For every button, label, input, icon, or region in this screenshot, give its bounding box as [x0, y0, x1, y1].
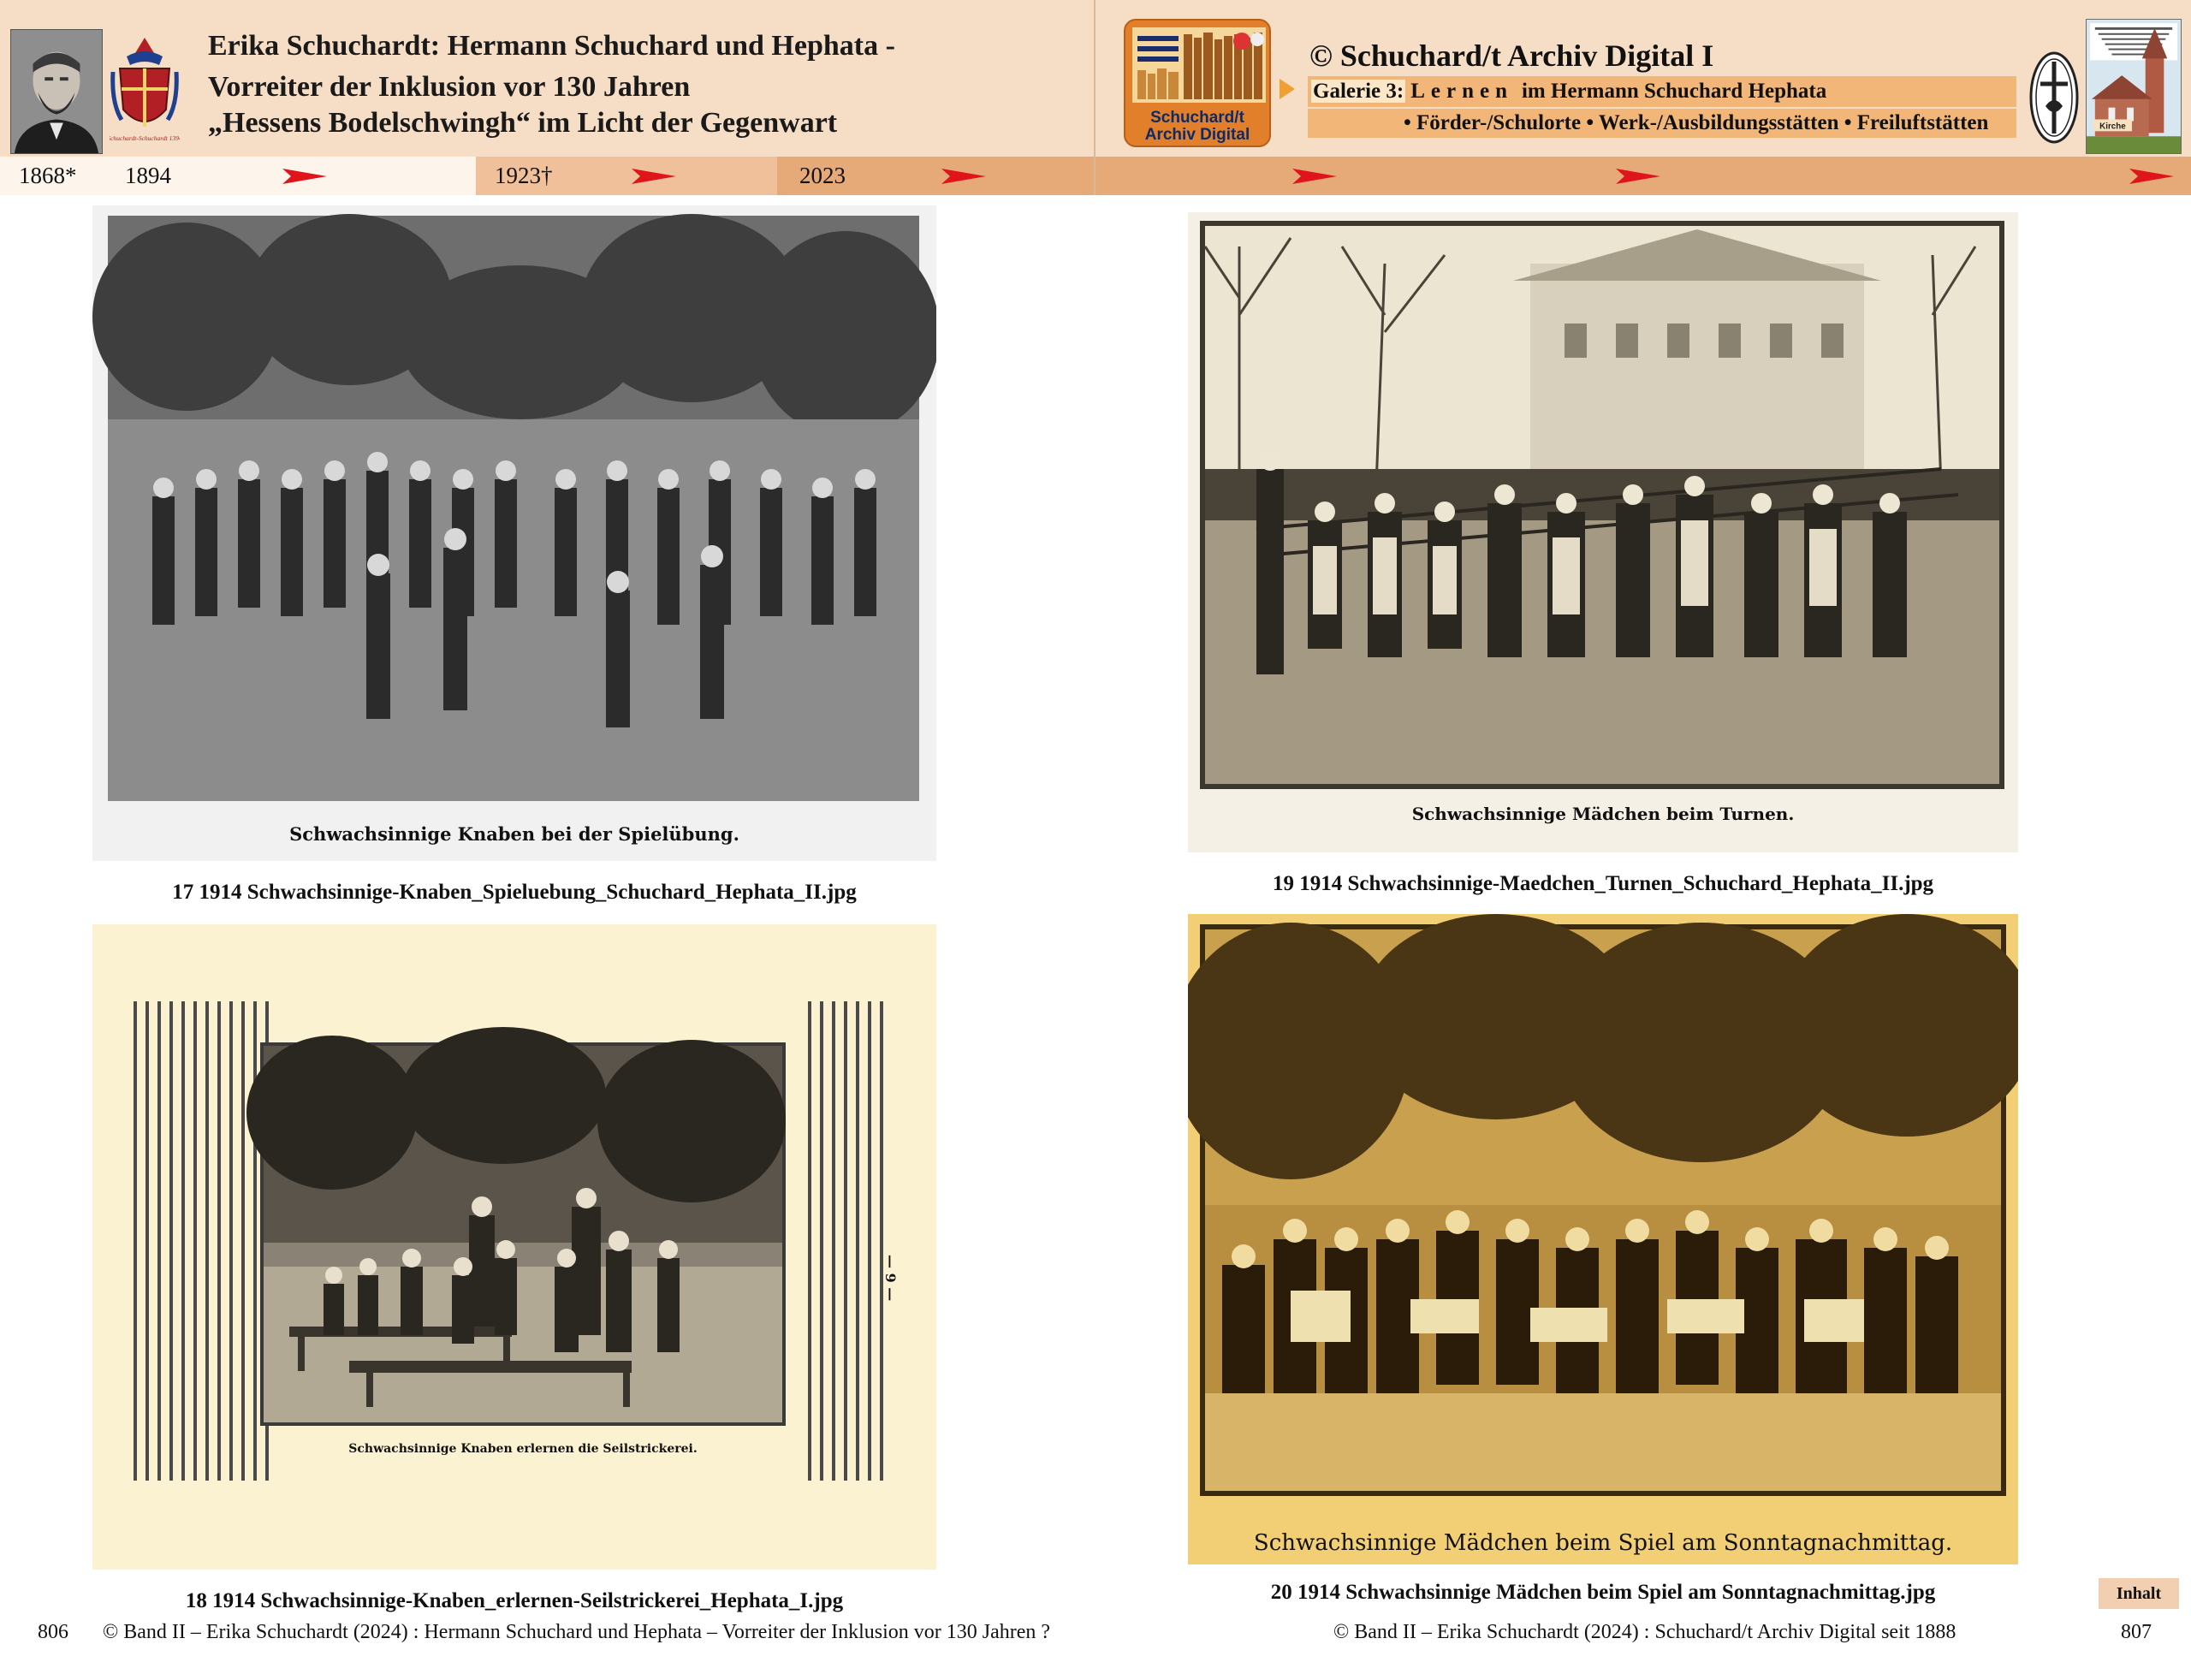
page-marker: — 9 —	[882, 1255, 899, 1302]
crest-text: Schuchardt-Schuchardt 1394	[110, 134, 180, 142]
red-arrow-icon	[282, 165, 327, 187]
page-divider	[1094, 0, 1096, 195]
galerie-rest: im Hermann Schuchard Hephata	[1521, 80, 1827, 103]
photo-boys-rope-making	[92, 924, 936, 1570]
photo-caption: Schwachsinnige Mädchen beim Turnen.	[1411, 804, 1795, 824]
page-title-line-1: Erika Schuchardt: Hermann Schuchard und Hephata -	[208, 30, 895, 62]
photo-filename: 17 1914 Schwachsinnige-Knaben_Spieluebung_Schuchard_Hephata_II.jpg	[172, 881, 857, 904]
left-page-number: 806	[38, 1621, 68, 1643]
red-arrow-icon	[1616, 165, 1660, 187]
galerie-label	[1311, 77, 1826, 106]
photo-filename: 18 1914 Schwachsinnige-Knaben_erlernen-Seilstrickerei_Hephata_I.jpg	[185, 1589, 844, 1612]
photo-caption: Schwachsinnige Knaben erlernen die Seilstrickerei.	[348, 1442, 698, 1456]
contents-button[interactable]: Inhalt	[2099, 1578, 2179, 1609]
timeline-year-1923: 1923†	[495, 163, 553, 188]
red-arrow-icon	[2129, 165, 2174, 187]
archive-logo-line-1: Schuchard/t	[1150, 109, 1244, 127]
red-arrow-icon	[1292, 165, 1337, 187]
photo-caption: Schwachsinnige Knaben bei der Spielübung.	[289, 823, 739, 845]
timeline-year-1894: 1894	[125, 163, 171, 188]
photo-boys-play-exercise	[92, 205, 936, 861]
portrait-photo	[10, 29, 103, 154]
galerie-highlight: Lernen	[1410, 80, 1513, 103]
photo-girls-gymnastics	[1188, 212, 2018, 852]
church-label: Kirche	[2099, 122, 2126, 132]
left-footer-text: © Band II – Erika Schuchardt (2024) : Hermann Schuchard und Hephata – Vorreiter der Inklusion vor 130 Jahren ?	[103, 1621, 1051, 1643]
photo-filename: 20 1914 Schwachsinnige Mädchen beim Spiel am Sonntagnachmittag.jpg	[1270, 1581, 1936, 1604]
photo-filename: 19 1914 Schwachsinnige-Maedchen_Turnen_Schuchard_Hephata_II.jpg	[1272, 872, 1934, 895]
page-title-line-2: Vorreiter der Inklusion vor 130 Jahren	[208, 71, 691, 103]
photo-girls-sunday-play	[1188, 914, 2018, 1564]
red-arrow-icon	[632, 165, 676, 187]
pointer-triangle-icon	[1280, 79, 1295, 99]
right-page-number: 807	[2121, 1621, 2152, 1643]
photo-caption: Schwachsinnige Mädchen beim Spiel am Sonntagnachmittag.	[1253, 1530, 1953, 1556]
page-title-line-3: „Hessens Bodelschwingh“ im Licht der Gegenwart	[208, 107, 838, 139]
archive-logo-line-2: Archiv Digital	[1144, 126, 1250, 144]
timeline-year-2023: 2023	[799, 163, 846, 188]
gallery-subtitle: • Förder-/Schulorte • Werk-/Ausbildungsstätten • Freiluftstätten	[1404, 111, 1989, 134]
archive-logo[interactable]	[1124, 19, 1271, 147]
galerie-number: Galerie 3:	[1313, 80, 1404, 103]
red-arrow-icon	[941, 165, 986, 187]
right-footer-text: © Band II – Erika Schuchardt (2024) : Schuchard/t Archiv Digital seit 1888	[1333, 1621, 1956, 1643]
books-icon	[1132, 27, 1266, 103]
church-picture	[2086, 19, 2182, 154]
family-crest-icon	[110, 34, 180, 154]
timeline-year-1868: 1868*	[19, 163, 77, 188]
hephata-seal-icon	[2028, 50, 2080, 145]
archive-title: © Schuchard/t Archiv Digital I	[1309, 39, 1714, 73]
